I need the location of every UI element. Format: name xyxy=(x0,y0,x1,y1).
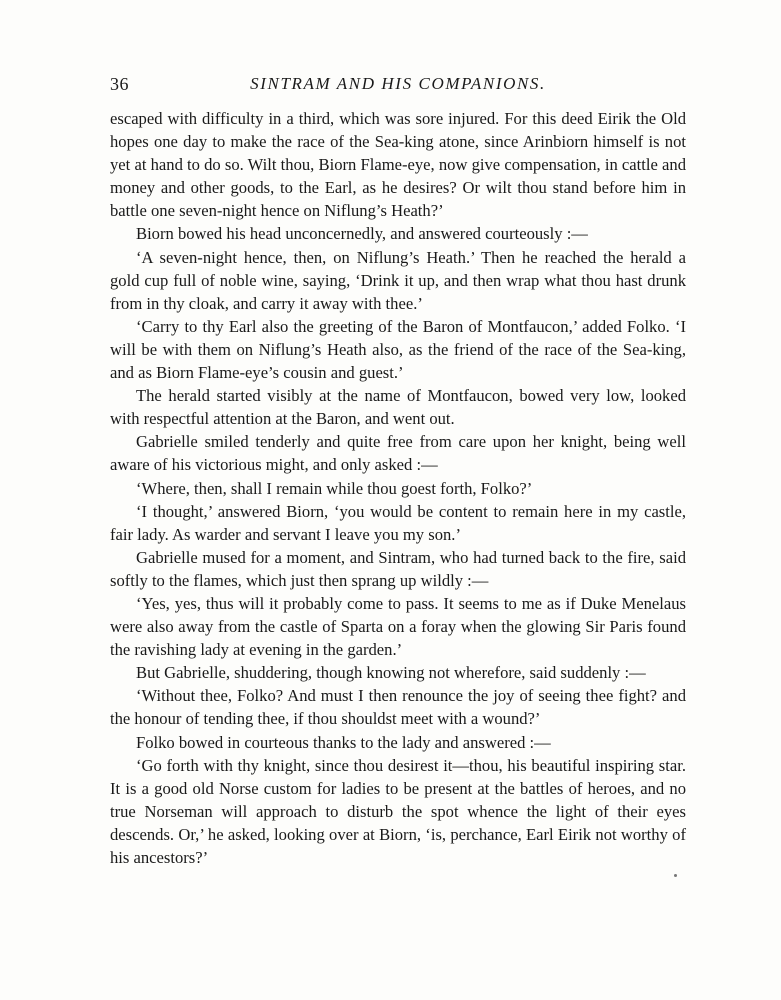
running-title: SINTRAM AND HIS COMPANIONS. xyxy=(250,74,546,93)
page-number: 36 xyxy=(110,74,129,94)
body-text xyxy=(110,107,686,869)
paragraph: The herald started visibly at the name of Montfaucon, bowed very low, looked with respectful attention at the Baron, and went out. xyxy=(110,386,686,429)
paragraph: ‘Without thee, Folko? And must I then renounce the joy of seeing thee fight? and the honour of tending thee, if thou shouldst meet with a wound?’ xyxy=(110,686,686,729)
paragraph: ‘A seven-night hence, then, on Niflung’s Heath.’ Then he reached the herald a gold cup full of noble wine, saying, ‘Drink it up, and then wrap what thou hast drunk from in thy cloak, and carry it away with thee.’ xyxy=(110,247,686,313)
paragraph: ‘Where, then, shall I remain while thou goest forth, Folko?’ xyxy=(136,478,533,498)
paragraph: ‘Carry to thy Earl also the greeting of the Baron of Montfaucon,’ added Folko. ‘I will be with them on Niflung’s Heath also, as the friend of the race of the Sea-king, and as Biorn Flame-eye’s cousin and guest.’ xyxy=(110,316,686,383)
paragraph: escaped with difficulty in a third, which was sore injured. For this deed Eirik the Old hopes one day to make the race of the Sea-king atone, since Arinbiorn himself is not yet at hand to do so. Wilt thou, Biorn Flame-eye, now give compensation, in cattle and money and other goods, to the Earl, as he desires? Or wilt thou stand before him in battle one seven-night hence on Niflung’s Heath?’ xyxy=(110,109,686,221)
running-head xyxy=(110,74,686,98)
paragraph: Gabrielle mused for a moment, and Sintram, who had turned back to the fire, said softly to the flames, which just then sprang up wildly :— xyxy=(110,547,686,590)
paragraph: Folko bowed in courteous thanks to the lady and answered :— xyxy=(136,732,551,752)
paragraph: Biorn bowed his head unconcernedly, and answered courteously :— xyxy=(136,224,588,244)
paragraph: But Gabrielle, shuddering, though knowing not wherefore, said suddenly :— xyxy=(136,663,646,683)
ink-speck xyxy=(674,874,677,877)
paragraph: ‘Go forth with thy knight, since thou desirest it—thou, his beautiful inspiring star. It is a good old Norse custom for ladies to be present at the battles of heroes, and no true Norseman will approach to disturb the spot whence the light of their eyes descends. Or,’ he asked, looking over at Biorn, ‘is, perchance, Earl Eirik not worthy of his ancestors?’ xyxy=(110,755,686,867)
paragraph: Gabrielle smiled tenderly and quite free from care upon her knight, being well aware of his victorious might, and only asked :— xyxy=(110,432,686,475)
paragraph: ‘I thought,’ answered Biorn, ‘you would be content to remain here in my castle, fair lady. As warder and servant I leave you my son.’ xyxy=(110,501,686,544)
paragraph: ‘Yes, yes, thus will it probably come to pass. It seems to me as if Duke Menelaus were also away from the castle of Sparta on a foray when the glowing Sir Paris found the ravishing lady at evening in the garden.’ xyxy=(110,593,686,660)
